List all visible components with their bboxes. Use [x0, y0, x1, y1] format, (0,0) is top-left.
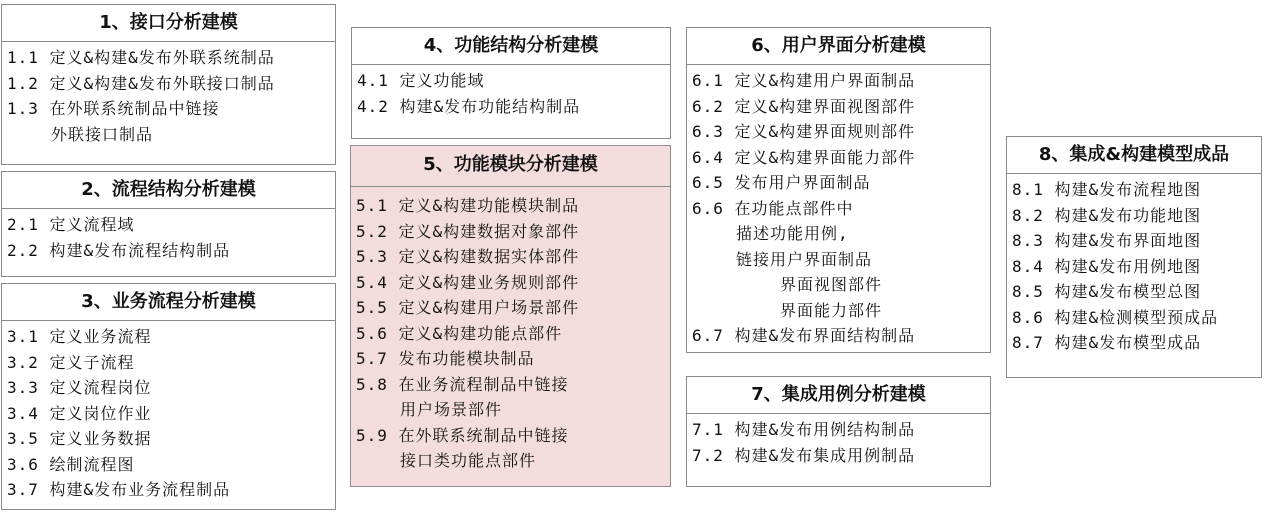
list-item: 6.1 定义&构建用户界面制品: [692, 71, 916, 90]
list-item: 3.1 定义业务流程: [7, 327, 152, 346]
list-item: 6.4 定义&构建界面能力部件: [692, 147, 916, 167]
continuation-text: 描述功能用例,: [736, 224, 849, 243]
list-item: 3.6 绘制流程图: [7, 454, 135, 474]
list-item: 5.3 定义&构建数据实体部件: [356, 247, 580, 266]
list-item: 5.9 在外联系统制品中链接: [356, 425, 569, 445]
list-item: 1.1 定义&构建&发布外联系统制品: [7, 48, 275, 67]
list-item: 4.2 构建&发布功能结构制品: [357, 96, 581, 116]
box-business-process-modeling: [1, 283, 336, 510]
list-item: 8.6 构建&检测模型预成品: [1012, 307, 1219, 327]
list-item-continuation: [692, 272, 990, 298]
list-item: 7.1 构建&发布用例结构制品: [692, 420, 916, 439]
list-item: 5.4 定义&构建业务规则部件: [356, 272, 580, 292]
box-interface-modeling: [1, 4, 336, 165]
box-function-structure-modeling: [351, 27, 671, 139]
box-integrate-build-model-product: [1006, 136, 1262, 378]
list-item-continuation: [692, 298, 990, 324]
list-item-continuation: [692, 247, 990, 273]
continuation-text: 界面视图部件: [780, 275, 883, 294]
continuation-text: 界面能力部件: [780, 300, 883, 320]
list-item-continuation: [692, 221, 990, 247]
box-title: 6、用户界面分析建模: [687, 28, 990, 65]
list-item-continuation: [356, 448, 670, 474]
box-title: 2、流程结构分析建模: [2, 172, 335, 209]
list-item: 6.3 定义&构建界面规则部件: [692, 122, 916, 141]
list-item: 5.5 定义&构建用户场景部件: [356, 298, 580, 317]
list-item: 7.2 构建&发布集成用例制品: [692, 445, 916, 465]
list-item: 8.4 构建&发布用例地图: [1012, 256, 1202, 276]
continuation-text: 链接用户界面制品: [736, 249, 873, 269]
box-title: 1、接口分析建模: [2, 5, 335, 42]
list-item: 3.2 定义子流程: [7, 352, 135, 372]
list-item: 1.2 定义&构建&发布外联接口制品: [7, 73, 275, 93]
list-item: 1.3 在外联系统制品中链接: [7, 99, 220, 118]
list-item: 8.1 构建&发布流程地图: [1012, 180, 1202, 199]
list-item: 8.3 构建&发布界面地图: [1012, 231, 1202, 250]
list-item: 8.7 构建&发布模型成品: [1012, 333, 1202, 352]
list-item: 5.6 定义&构建功能点部件: [356, 323, 563, 343]
list-item: 3.3 定义流程岗位: [7, 378, 152, 397]
list-item: 5.8 在业务流程制品中链接: [356, 374, 569, 394]
list-item: 8.2 构建&发布功能地图: [1012, 205, 1202, 225]
list-item: 6.6 在功能点部件中: [692, 198, 854, 218]
box-process-structure-modeling: [1, 171, 336, 277]
list-item: 6.5 发布用户界面制品: [692, 173, 871, 192]
list-item: 6.7 构建&发布界面结构制品: [692, 326, 916, 345]
list-item: 3.7 构建&发布业务流程制品: [7, 480, 231, 499]
box-title: 5、功能模块分析建模: [351, 146, 670, 187]
list-item-continuation: [356, 397, 670, 423]
list-item: 5.1 定义&构建功能模块制品: [356, 196, 580, 215]
list-item: 8.5 构建&发布模型总图: [1012, 282, 1202, 301]
box-function-module-modeling: [350, 145, 671, 487]
box-title: 8、集成&构建模型成品: [1007, 137, 1261, 174]
list-item: 4.1 定义功能域: [357, 71, 485, 90]
continuation-text: 用户场景部件: [400, 400, 503, 419]
list-item: 5.2 定义&构建数据对象部件: [356, 221, 580, 241]
box-title: 4、功能结构分析建模: [352, 28, 670, 65]
list-item-continuation: [7, 122, 335, 148]
box-user-interface-modeling: [686, 27, 991, 353]
list-item: 5.7 发布功能模块制品: [356, 349, 535, 368]
box-title: 3、业务流程分析建模: [2, 284, 335, 321]
box-integration-usecase-modeling: [686, 376, 991, 487]
list-item: 3.5 定义业务数据: [7, 429, 152, 448]
list-item: 6.2 定义&构建界面视图部件: [692, 96, 916, 116]
continuation-text: 接口类功能点部件: [400, 451, 537, 470]
list-item: 2.1 定义流程域: [7, 215, 135, 234]
list-item: 3.4 定义岗位作业: [7, 403, 152, 423]
box-title: 7、集成用例分析建模: [687, 377, 990, 414]
list-item: 2.2 构建&发布流程结构制品: [7, 240, 231, 260]
continuation-text: 外联接口制品: [51, 124, 154, 144]
